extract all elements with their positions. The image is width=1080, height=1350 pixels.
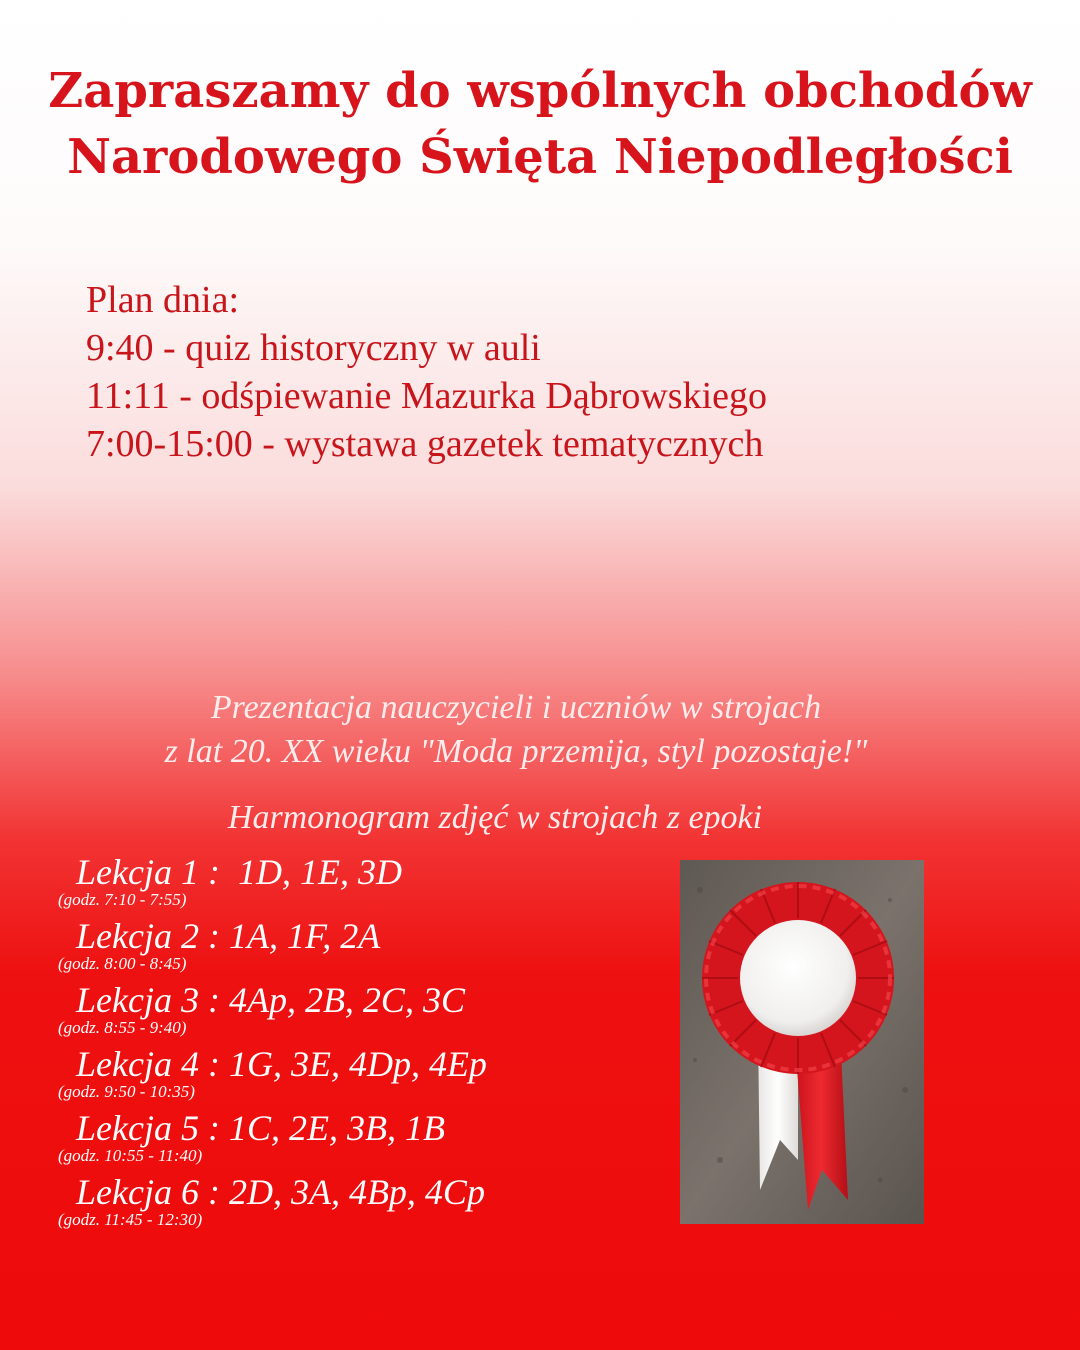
lesson-time: (godz. 8:00 - 8:45) — [58, 954, 187, 973]
presentation-line-2: z lat 20. XX wieku "Moda przemija, styl pozostaje!" — [164, 733, 868, 770]
lesson-classes: 1C, 2E, 3B, 1B — [228, 1108, 445, 1148]
page-title — [0, 58, 1080, 190]
lesson-label: Lekcja 4 : — [76, 1044, 220, 1084]
lesson-label: Lekcja 1 : — [76, 852, 220, 892]
lesson-classes: 2D, 3A, 4Bp, 4Cp — [228, 1172, 485, 1212]
day-plan — [86, 276, 767, 468]
lesson-label: Lekcja 2 : — [76, 916, 220, 956]
title-line-1: Zapraszamy do wspólnych obchodów — [48, 63, 1032, 119]
lesson-classes: 1A, 1F, 2A — [228, 916, 381, 956]
lesson-time: (godz. 9:50 - 10:35) — [58, 1082, 195, 1101]
lesson-classes: 1G, 3E, 4Dp, 4Ep — [228, 1044, 487, 1084]
lesson-classes: 4Ap, 2B, 2C, 3C — [228, 980, 465, 1020]
presentation-line-1: Prezentacja nauczycieli i uczniów w strojach — [210, 689, 822, 726]
lesson-label: Lekcja 5 : — [76, 1108, 220, 1148]
lesson-time: (godz. 11:45 - 12:30) — [58, 1210, 203, 1229]
plan-item: 9:40 - quiz historyczny w auli — [86, 327, 541, 369]
lesson-classes: 1D, 1E, 3D — [237, 852, 402, 892]
lesson-label: Lekcja 3 : — [76, 980, 220, 1020]
plan-item: 11:11 - odśpiewanie Mazurka Dąbrowskiego — [86, 375, 767, 417]
lesson-label: Lekcja 6 : — [76, 1172, 220, 1212]
lesson-time: (godz. 7:10 - 7:55) — [58, 890, 187, 909]
schedule-heading: Harmonogram zdjęć w strojach z epoki — [227, 799, 763, 836]
title-line-2: Narodowego Święta Niepodległości — [67, 129, 1013, 185]
presentation-text — [0, 686, 1032, 774]
plan-heading: Plan dnia: — [86, 279, 240, 321]
cockade-icon — [680, 860, 924, 1224]
plan-item: 7:00-15:00 - wystawa gazetek tematycznych — [86, 423, 764, 465]
lesson-time: (godz. 10:55 - 11:40) — [58, 1146, 203, 1165]
cockade-photo — [680, 860, 924, 1224]
lesson-time: (godz. 8:55 - 9:40) — [58, 1018, 187, 1037]
